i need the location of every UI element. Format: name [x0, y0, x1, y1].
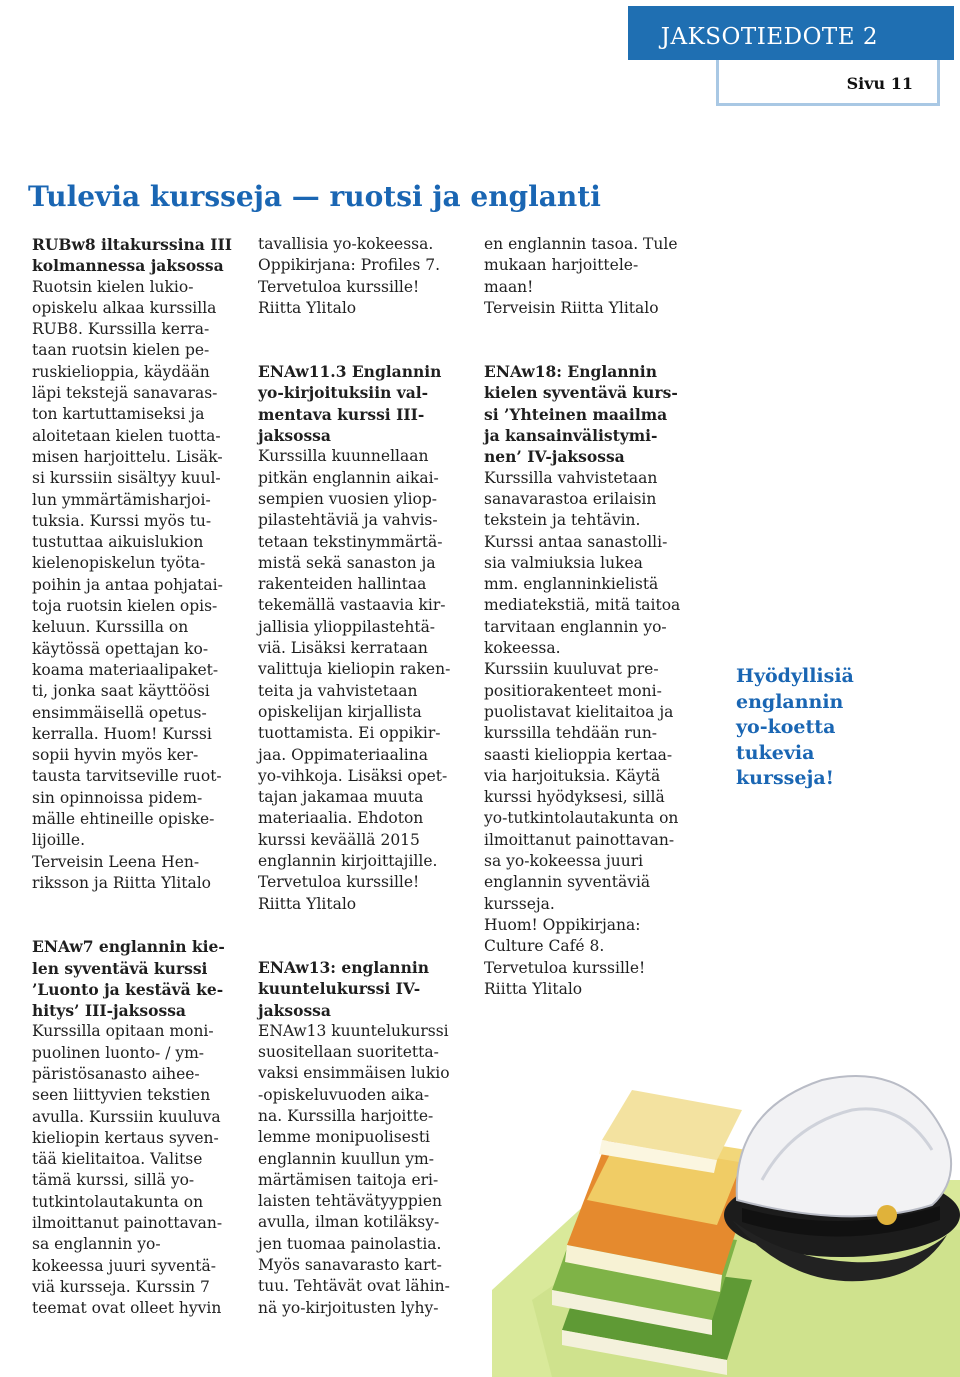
- text-line: tutkintolautakunta on: [32, 1192, 204, 1211]
- paragraph-gap: [258, 319, 468, 361]
- text-column-3: [484, 234, 696, 1000]
- text-line: RUB8. Kurssilla kerra-: [32, 320, 210, 339]
- text-line: Myös sanavarasto kart-: [258, 1256, 442, 1275]
- text-line: tuottamista. Ei oppikir-: [258, 724, 441, 743]
- text-line: Riitta Ylitalo: [258, 298, 357, 317]
- text-line: jaa. Oppimateriaalina: [258, 745, 428, 764]
- text-line: puolistavat kielitaitoa ja: [484, 702, 674, 721]
- text-line: märtämisen taitoja eri-: [258, 1170, 439, 1189]
- text-line: ruskielioppia, käydään: [32, 362, 210, 381]
- course-heading-line: ja kansainvälistymi-: [484, 426, 658, 446]
- course-heading-line: jaksossa: [258, 426, 331, 446]
- header-bar: [628, 6, 954, 60]
- text-line: pitkän englannin aikai-: [258, 468, 439, 487]
- callout-line: kursseja!: [736, 767, 834, 789]
- text-line: puolinen luonto- / ym-: [32, 1043, 205, 1062]
- text-line: vaksi ensimmäisen lukio: [258, 1064, 450, 1083]
- text-line: Huom! Oppikirjana:: [484, 915, 641, 934]
- text-line: ensimmäisellä opetus-: [32, 703, 207, 722]
- text-line: saasti kielioppia kertaa-: [484, 745, 673, 764]
- text-line: tekemällä vastaavia kir-: [258, 596, 446, 615]
- course-heading-line: kuuntelukurssi IV-: [258, 979, 421, 999]
- course-heading-line: RUBw8 iltakurssina III: [32, 235, 232, 254]
- text-line: tarvitaan englannin yo-: [484, 617, 667, 636]
- text-line: lun ymmärtämisharjoi-: [32, 490, 211, 509]
- text-line: avulla. Kurssiin kuuluva: [32, 1107, 221, 1126]
- text-line: jallisia ylioppilastehtä-: [258, 617, 436, 636]
- graduation-cap-and-books-icon: [492, 1030, 960, 1377]
- text-line: via harjoituksia. Käytä: [484, 766, 661, 785]
- course-heading-line: mentava kurssi III-: [258, 404, 425, 424]
- text-line: seen liittyvien tekstien: [32, 1086, 211, 1105]
- text-line: -opiskeluvuoden aika-: [258, 1085, 430, 1104]
- page-number: Sivu 11: [846, 74, 913, 93]
- text-line: sia valmiuksia lukea: [484, 553, 643, 572]
- text-line: Terveisin Riitta Ylitalo: [484, 298, 659, 317]
- text-line: Riitta Ylitalo: [258, 894, 357, 913]
- text-line: kurssi hyödyksesi, sillä: [484, 788, 665, 807]
- text-line: lijoille.: [32, 831, 86, 850]
- text-line: Oppikirjana: Profiles 7.: [258, 256, 440, 275]
- course-heading-line: ENAw7 englannin kie-: [32, 937, 225, 957]
- text-line: Tervetuloa kurssille!: [484, 958, 646, 977]
- course-heading-line: hitys’ III-jaksossa: [32, 1001, 186, 1021]
- text-line: opiskelijan kirjallista: [258, 702, 422, 721]
- text-line: viä. Lisäksi kerrataan: [258, 639, 428, 658]
- text-line: tuu. Tehtävät ovat lähin-: [258, 1277, 450, 1296]
- text-line: kielenopiskelun työta-: [32, 554, 206, 573]
- page-number-box: [716, 60, 940, 106]
- text-line: sanavarastoa erilaisin: [484, 489, 657, 508]
- text-line: Terveisin Leena Hen-: [32, 852, 200, 871]
- text-line: tekstein ja tehtävin.: [484, 511, 641, 530]
- newsletter-title: JAKSOTIEDOTE 2: [660, 24, 878, 50]
- text-line: ENAw13 kuuntelukurssi: [258, 1021, 449, 1040]
- text-line: tausta tarvitseville ruot-: [32, 767, 222, 786]
- text-line: keluun. Kurssilla on: [32, 618, 189, 637]
- text-line: teemat ovat olleet hyvin: [32, 1299, 222, 1318]
- text-column-2: [258, 234, 468, 1319]
- text-line: misen harjoittelu. Lisäk-: [32, 447, 223, 466]
- text-line: Riitta Ylitalo: [484, 979, 583, 998]
- text-line: yo-vihkoja. Lisäksi opet-: [258, 766, 448, 785]
- text-line: sa englannin yo-: [32, 1235, 161, 1254]
- text-line: Kurssilla kuunnellaan: [258, 447, 429, 466]
- text-line: yo-tutkintolautakunta on: [484, 809, 679, 828]
- text-line: tustuttaa aikuislukion: [32, 533, 204, 552]
- text-line: toja ruotsin kielen opis-: [32, 597, 218, 616]
- text-line: englannin kirjoittajille.: [258, 852, 438, 871]
- text-line: Kurssilla vahvistetaan: [484, 468, 658, 487]
- text-line: kieliopin kertaus syven-: [32, 1128, 219, 1147]
- sidebar-callout: [736, 664, 926, 792]
- text-line: kerralla. Huom! Kurssi: [32, 724, 212, 743]
- text-line: pilastehtäviä ja vahvis-: [258, 511, 438, 530]
- text-line: käytössä opettajan ko-: [32, 639, 209, 658]
- paragraph-gap: [258, 915, 468, 957]
- text-line: kursseja.: [484, 894, 555, 913]
- text-line: sa yo-kokeessa juuri: [484, 852, 644, 871]
- text-line: Tervetuloa kurssille!: [258, 277, 420, 296]
- text-line: englannin syventäviä: [484, 873, 651, 892]
- text-line: si kurssiin sisältyy kuul-: [32, 469, 221, 488]
- text-line: läpi tekstejä sanavaras-: [32, 384, 218, 403]
- text-line: Tervetuloa kurssille!: [258, 873, 420, 892]
- text-line: mediatekstiä, mitä taitoa: [484, 596, 681, 615]
- text-line: mukaan harjoittele-: [484, 256, 639, 275]
- course-heading-line: si ’Yhteinen maailma: [484, 404, 668, 424]
- text-line: en englannin tasoa. Tule: [484, 235, 678, 253]
- text-line: poihin ja antaa pohjatai-: [32, 575, 223, 594]
- course-heading-line: ENAw13: englannin: [258, 957, 430, 977]
- text-line: kokeessa.: [484, 639, 561, 658]
- text-line: sempien vuosien yliop-: [258, 489, 438, 508]
- text-line: valittuja kieliopin raken-: [258, 660, 451, 679]
- text-line: mälle ehtineille opiske-: [32, 810, 215, 829]
- text-line: tajan jakamaa muuta: [258, 788, 424, 807]
- text-line: Kurssi antaa sanastolli-: [484, 532, 668, 551]
- text-line: tämä kurssi, sillä yo-: [32, 1171, 195, 1190]
- article-title: Tulevia kursseja — ruotsi ja englanti: [28, 180, 601, 213]
- text-line: mm. englanninkielistä: [484, 575, 659, 594]
- text-line: mistä sekä sanaston ja: [258, 553, 436, 572]
- course-heading-line: kielen syventävä kurs-: [484, 383, 678, 403]
- text-line: aloitetaan kielen tuotta-: [32, 426, 221, 445]
- text-line: ton kartuttamiseksi ja: [32, 405, 205, 424]
- course-heading-line: ENAw18: Englannin: [484, 362, 657, 382]
- text-line: kurssi keväällä 2015: [258, 830, 420, 849]
- paragraph-gap: [484, 319, 696, 361]
- text-column-1: [32, 234, 238, 1320]
- text-line: viä kursseja. Kurssin 7: [32, 1277, 210, 1296]
- text-line: Culture Café 8.: [484, 937, 605, 956]
- text-line: suositellaan suoritetta-: [258, 1043, 439, 1062]
- text-line: tuksia. Kurssi myös tu-: [32, 511, 212, 530]
- text-line: kokeessa juuri syventä-: [32, 1256, 216, 1275]
- course-heading-line: ENAw11.3 Englannin: [258, 362, 442, 382]
- course-heading-line: nen’ IV-jaksossa: [484, 447, 625, 467]
- text-line: nä yo-kirjoitusten lyhy-: [258, 1298, 439, 1317]
- callout-line: Hyödyllisiä: [736, 665, 854, 687]
- text-line: tetaan tekstinymmärtä-: [258, 532, 443, 551]
- text-line: positiorakenteet moni-: [484, 681, 662, 700]
- text-line: englannin kuullun ym-: [258, 1149, 434, 1168]
- text-line: Kurssiin kuuluvat pre-: [484, 660, 659, 679]
- course-heading-line: len syventävä kurssi: [32, 958, 208, 978]
- text-line: jen tuomaa painolastia.: [258, 1234, 442, 1253]
- course-heading-line: kolmannessa jaksossa: [32, 256, 224, 276]
- text-line: maan!: [484, 277, 534, 296]
- text-line: sopii hyvin myös ker-: [32, 746, 199, 765]
- text-line: Kurssilla opitaan moni-: [32, 1022, 214, 1041]
- text-line: avulla, ilman kotiläksy-: [258, 1213, 440, 1232]
- callout-line: tukevia: [736, 741, 815, 764]
- text-line: opiskelu alkaa kurssilla: [32, 298, 217, 317]
- text-line: kurssilla tehdään run-: [484, 724, 658, 743]
- course-heading-line: jaksossa: [258, 1000, 331, 1020]
- text-line: laisten tehtävätyyppien: [258, 1192, 442, 1211]
- text-line: ti, jonka saat käyttöösi: [32, 682, 210, 701]
- text-line: riksson ja Riitta Ylitalo: [32, 873, 211, 892]
- text-line: tää kielitaitoa. Valitse: [32, 1150, 203, 1169]
- text-line: na. Kurssilla harjoitte-: [258, 1106, 434, 1125]
- callout-line: englannin: [736, 690, 844, 713]
- course-heading-line: yo-kirjoituksiin val-: [258, 383, 429, 403]
- text-line: materiaalia. Ehdoton: [258, 809, 424, 828]
- text-line: taan ruotsin kielen pe-: [32, 341, 210, 360]
- paragraph-gap: [32, 894, 238, 936]
- text-line: tavallisia yo-kokeessa.: [258, 235, 434, 253]
- text-line: päristösanasto aihee-: [32, 1064, 200, 1083]
- callout-line: yo-koetta: [736, 716, 836, 738]
- text-line: teita ja vahvistetaan: [258, 681, 418, 700]
- text-line: koama materiaalipaket-: [32, 660, 219, 679]
- text-line: lemme monipuolisesti: [258, 1128, 431, 1147]
- text-line: ilmoittanut painottavan-: [32, 1214, 223, 1233]
- text-line: rakenteiden hallintaa: [258, 575, 427, 594]
- text-line: Ruotsin kielen lukio-: [32, 277, 194, 296]
- text-line: ilmoittanut painottavan-: [484, 830, 675, 849]
- course-heading-line: ’Luonto ja kestävä ke-: [32, 979, 224, 999]
- text-line: sin opinnoissa pidem-: [32, 788, 203, 807]
